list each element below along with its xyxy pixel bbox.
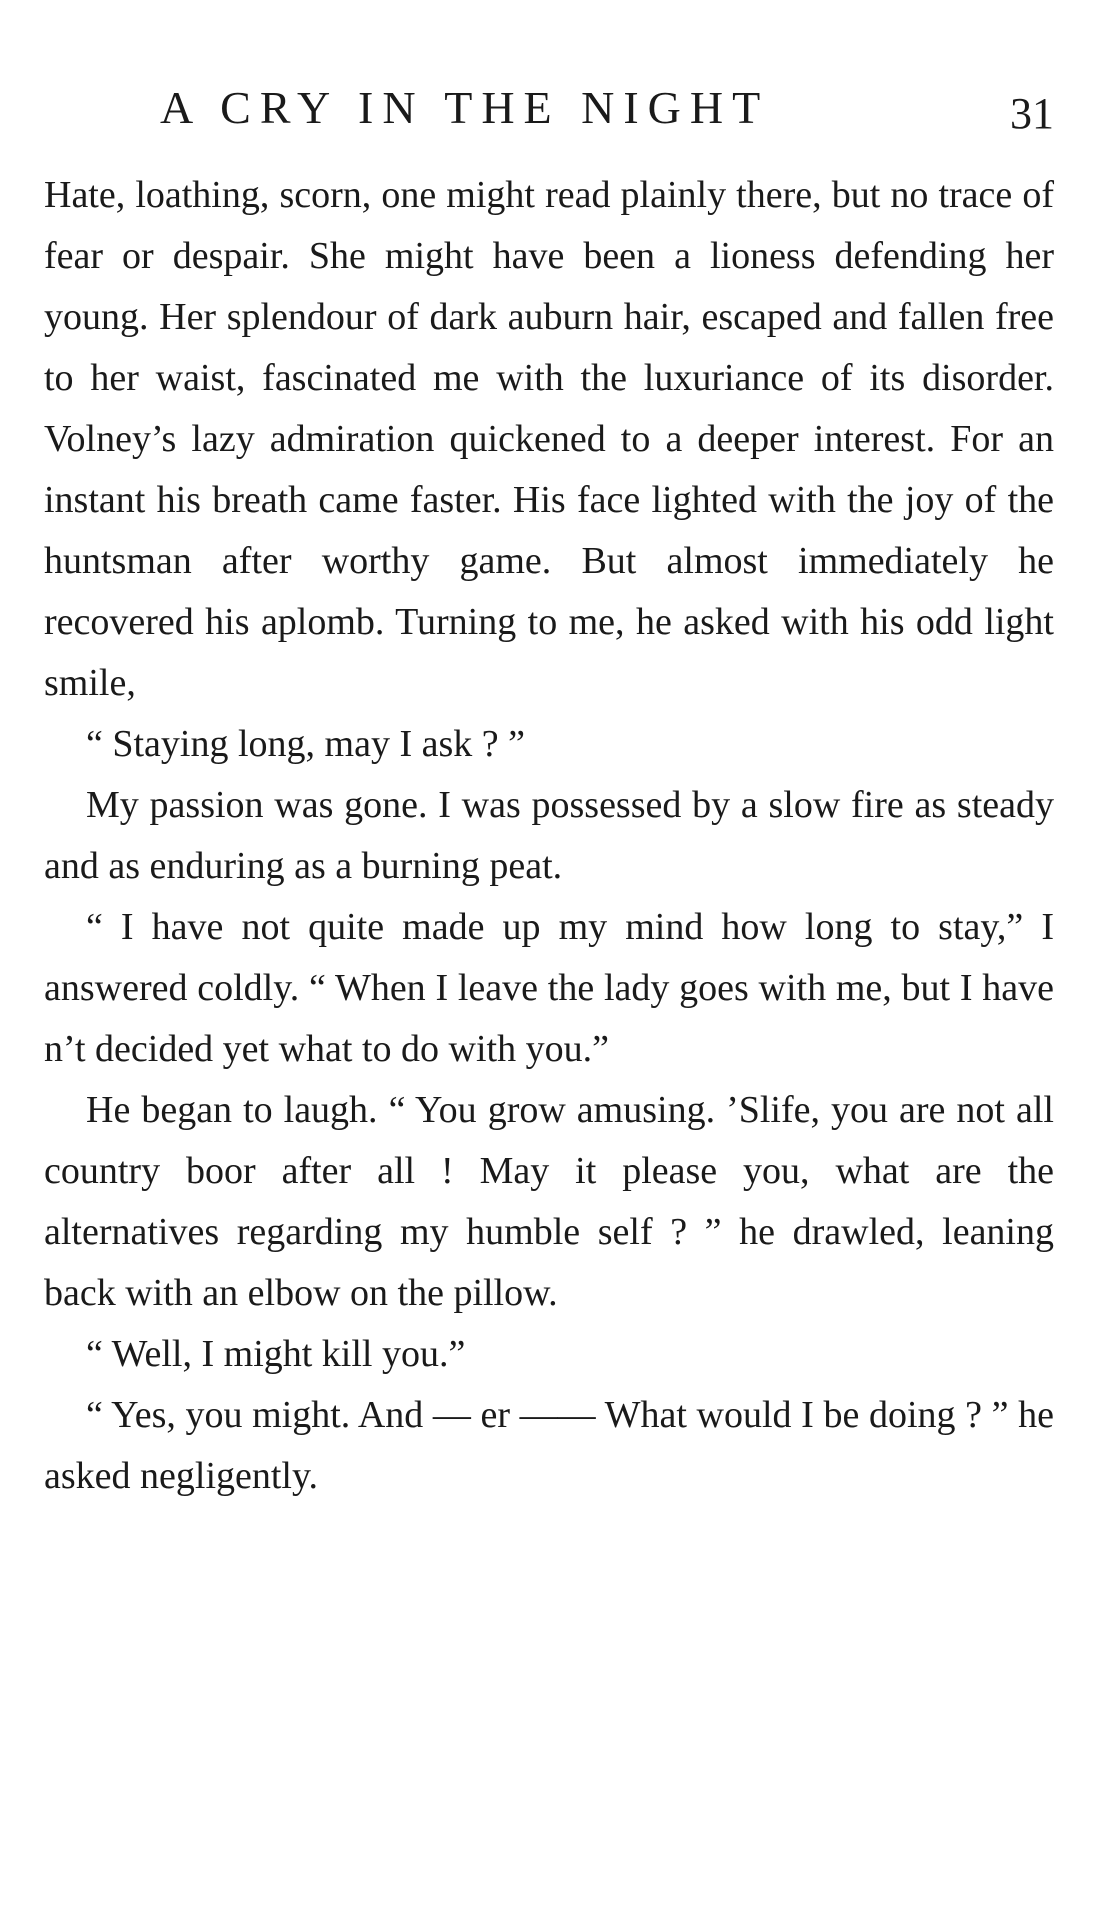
running-title: A CRY IN THE NIGHT [160,82,770,133]
paragraph: “ Well, I might kill you.” [86,1333,466,1375]
running-head [44,78,1054,138]
paragraph: My passion was gone. I was possessed by a slow fire as steady and as enduring as a burning peat. [44,784,1054,887]
paragraph: “ I have not quite made up my mind how long to stay,” I answered coldly. “ When I leave the lady goes with me, but I have n’t decided yet what to do with you.” [44,906,1054,1070]
paragraph: “ Staying long, may I ask ? ” [86,723,526,765]
body-text [44,165,1054,1507]
paragraph: “ Yes, you might. And — er —— What would I be doing ? ” he asked negligently. [44,1394,1054,1497]
paragraph: He began to laugh. “ You grow amusing. ’Slife, you are not all country boor after all ! May it please you, what are the alternatives regarding my humble self ? ” he drawled, leaning back with an elbow on the pillow. [44,1089,1054,1314]
page-number: 31 [1010,89,1054,138]
paragraph: Hate, loathing, scorn, one might read plainly there, but no trace of fear or despair. She might have been a lioness defending her young. Her splendour of dark auburn hair, escaped and fallen free to her waist, fascinated me with the luxuriance of its disorder. Volney’s lazy admiration quickened to a deeper interest. For an instant his breath came faster. His face lighted with the joy of the huntsman after worthy game. But almost immediately he recovered his aplomb. Turning to me, he asked with his odd light smile, [44,174,1054,704]
